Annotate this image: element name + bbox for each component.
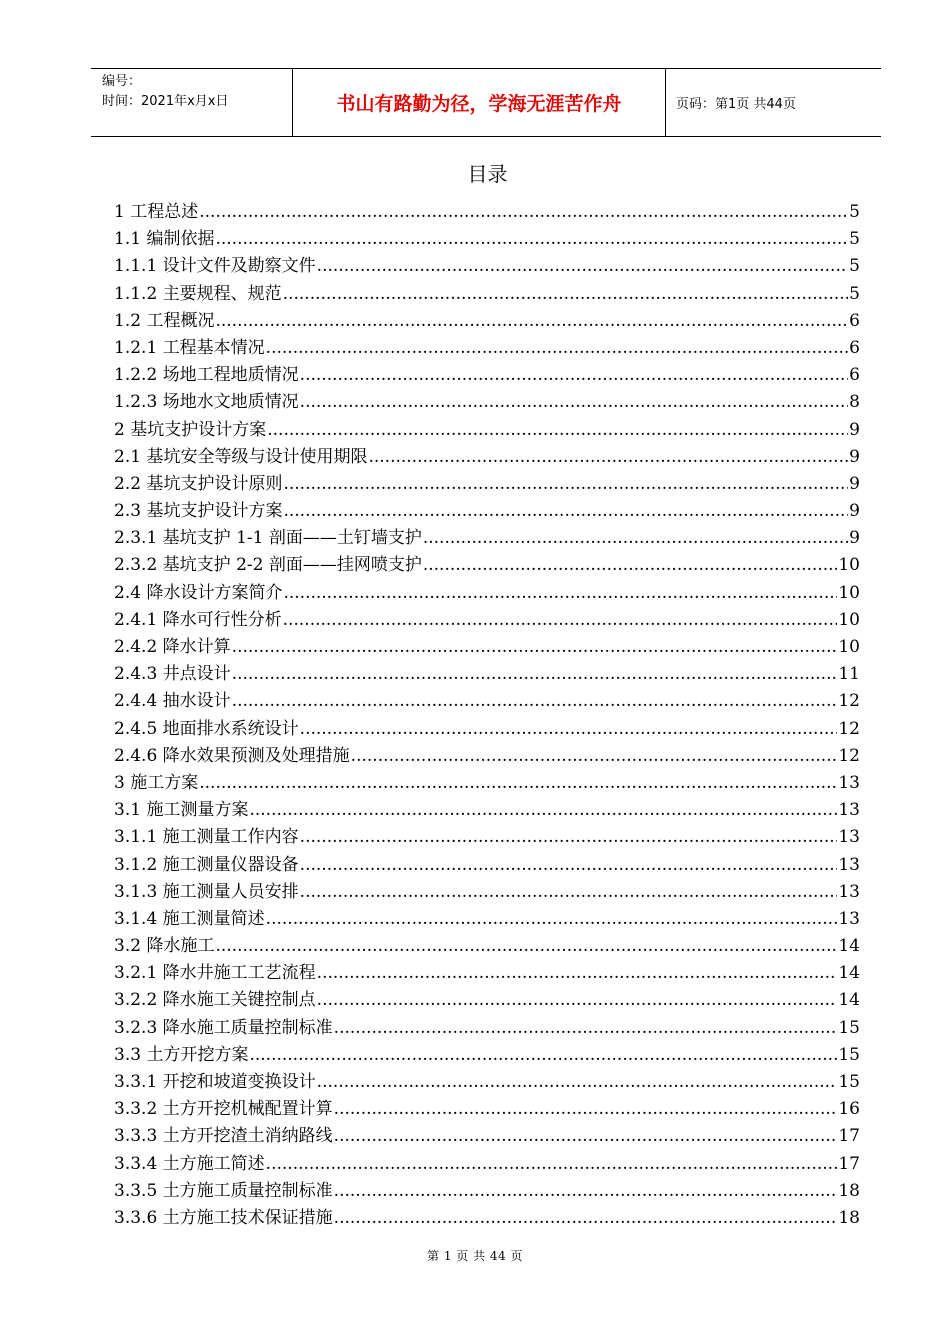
toc-entry-title: 3.3.6 土方施工技术保证措施 (114, 1207, 333, 1228)
toc-entry-title: 2.4.3 井点设计 (114, 664, 231, 685)
toc-entry-title: 3 施工方案 (114, 772, 199, 793)
toc-entry[interactable] (114, 1205, 860, 1232)
toc-entry-title: 1.2 工程概况 (114, 310, 215, 331)
toc-dot-leader (283, 471, 848, 498)
toc-entry-page: 10 (838, 609, 860, 630)
toc-entry-page: 10 (838, 582, 860, 603)
header-motto: 书山有路勤为径，学海无涯苦作舟 (293, 69, 666, 136)
toc-entry-page: 14 (838, 963, 860, 984)
toc-entry[interactable] (114, 634, 860, 661)
toc-entry[interactable] (114, 797, 860, 824)
toc-entry[interactable] (114, 879, 860, 906)
toc-dot-leader (232, 688, 838, 715)
toc-dot-leader (249, 1042, 837, 1069)
toc-dot-leader (300, 389, 849, 416)
toc-entry-title: 1.1.2 主要规程、规范 (114, 283, 282, 304)
toc-entry-title: 1 工程总述 (114, 202, 199, 222)
toc-dot-leader (368, 444, 848, 471)
toc-dot-leader (317, 253, 849, 280)
toc-entry-page: 9 (849, 473, 860, 494)
toc-entry-title: 2.4.2 降水计算 (114, 637, 231, 657)
toc-entry[interactable] (114, 417, 860, 444)
toc-entry-title: 1.2.2 场地工程地质情况 (114, 365, 299, 386)
toc-entry-title: 2.3 基坑支护设计方案 (114, 501, 283, 522)
toc-entry[interactable] (114, 1069, 860, 1096)
document-time-label: 时间：2021年x月x日 (102, 94, 229, 109)
toc-entry-page: 9 (849, 501, 860, 522)
toc-entry-page: 11 (838, 664, 860, 685)
toc-entry[interactable] (114, 525, 860, 552)
toc-entry-page: 9 (849, 528, 860, 549)
toc-dot-leader (334, 1123, 838, 1150)
toc-entry-title: 1.1.1 设计文件及勘察文件 (114, 256, 316, 277)
toc-dot-leader (423, 525, 848, 552)
toc-dot-leader (300, 852, 838, 879)
toc-entry-page: 13 (838, 800, 860, 821)
toc-entry-page: 12 (838, 745, 860, 766)
toc-entry-title: 3.1.2 施工测量仪器设备 (114, 854, 299, 875)
toc-dot-leader (215, 308, 848, 335)
toc-entry[interactable] (114, 362, 860, 389)
toc-entry-title: 3.2.3 降水施工质量控制标准 (114, 1017, 333, 1038)
toc-entry-title: 2.4.4 抽水设计 (114, 691, 231, 712)
toc-entry-title: 2 基坑支护设计方案 (114, 419, 267, 440)
toc-entry-title: 3.1.4 施工测量简述 (114, 908, 265, 929)
toc-entry[interactable] (114, 960, 860, 987)
toc-entry-page: 5 (849, 283, 860, 304)
header-page-label: 页码：第1页 共44页 (676, 97, 796, 112)
toc-entry-title: 3.3 土方开挖方案 (114, 1044, 249, 1065)
toc-entry-title: 2.3.1 基坑支护 1-1 剖面——土钉墙支护 (114, 528, 422, 549)
toc-entry-page: 9 (849, 446, 860, 467)
toc-dot-leader (215, 933, 837, 960)
toc-entry-page: 14 (838, 990, 860, 1011)
toc-entry-page: 6 (849, 310, 860, 331)
toc-entry[interactable] (114, 661, 860, 688)
toc-dot-leader (300, 362, 849, 389)
toc-entry[interactable] (114, 226, 860, 253)
toc-entry-page: 5 (849, 256, 860, 277)
page-footer: 第 1 页 共 44 页 (427, 1249, 523, 1263)
toc-dot-leader (300, 716, 838, 743)
toc-entry[interactable] (114, 1042, 860, 1069)
toc-dot-leader (199, 770, 837, 797)
toc-entry[interactable] (114, 1123, 860, 1150)
toc-entry-title: 2.3.2 基坑支护 2-2 剖面——挂网喷支护 (114, 555, 422, 576)
toc-entry-title: 1.2.1 工程基本情况 (114, 337, 265, 358)
toc-entry[interactable] (114, 852, 860, 879)
toc-entry-title: 3.3.3 土方开挖渣土消纳路线 (114, 1126, 333, 1147)
toc-entry-title: 1.2.3 场地水文地质情况 (114, 392, 299, 413)
toc-entry-page: 18 (838, 1180, 860, 1201)
toc-entry[interactable] (114, 688, 860, 715)
toc-entry-page: 16 (838, 1099, 860, 1120)
toc-dot-leader (317, 960, 838, 987)
toc-entry[interactable] (114, 1015, 860, 1042)
toc-entry-title: 3.2.2 降水施工关键控制点 (114, 990, 316, 1011)
toc-entry[interactable] (114, 987, 860, 1014)
toc-entry[interactable] (114, 716, 860, 743)
toc-dot-leader (351, 743, 838, 770)
toc-entry-page: 5 (849, 229, 860, 250)
toc-dot-leader (283, 607, 838, 634)
toc-dot-leader (215, 226, 848, 253)
toc-dot-leader (334, 1096, 838, 1123)
toc-entry[interactable] (114, 199, 860, 226)
toc-entry-title: 3.3.2 土方开挖机械配置计算 (114, 1099, 333, 1120)
toc-dot-leader (199, 199, 848, 226)
toc-entry[interactable] (114, 770, 860, 797)
toc-dot-leader (283, 498, 848, 525)
toc-entry[interactable] (114, 824, 860, 851)
document-number-label: 编号： (102, 74, 142, 89)
toc-title: 目录 (467, 162, 508, 186)
toc-dot-leader (249, 797, 837, 824)
toc-entry-page: 13 (838, 827, 860, 848)
toc-entry-page: 13 (838, 881, 860, 902)
toc-entry[interactable] (114, 389, 860, 416)
toc-entry-title: 2.4 降水设计方案简介 (114, 582, 283, 603)
toc-dot-leader (423, 552, 838, 579)
toc-entry-page: 10 (838, 637, 860, 657)
toc-dot-leader (300, 824, 838, 851)
toc-entry[interactable] (114, 308, 860, 335)
toc-entry-page: 5 (849, 202, 860, 222)
toc-entry-title: 3.1 施工测量方案 (114, 800, 249, 821)
toc-entry-title: 3.1.3 施工测量人员安排 (114, 881, 299, 902)
toc-dot-leader (317, 987, 838, 1014)
toc-dot-leader (300, 879, 838, 906)
toc-entry-title: 1.1 编制依据 (114, 229, 215, 250)
toc-entry[interactable] (114, 552, 860, 579)
toc-entry-page: 18 (838, 1207, 860, 1228)
toc-dot-leader (317, 1069, 838, 1096)
toc-entry-title: 2.2 基坑支护设计原则 (114, 473, 283, 494)
document-header (91, 68, 881, 137)
toc-entry-page: 8 (849, 392, 860, 413)
toc-entry-title: 3.3.1 开挖和坡道变换设计 (114, 1072, 316, 1092)
toc-entry-page: 15 (838, 1044, 860, 1065)
toc-entry[interactable] (114, 1096, 860, 1123)
toc-entry-page: 13 (838, 908, 860, 929)
toc-dot-leader (334, 1178, 838, 1205)
toc-entry-page: 6 (849, 337, 860, 358)
toc-entry-title: 3.2 降水施工 (114, 936, 215, 957)
toc-dot-leader (283, 580, 837, 607)
toc-entry[interactable] (114, 743, 860, 770)
toc-entry-page: 6 (849, 365, 860, 386)
toc-entry[interactable] (114, 444, 860, 471)
table-of-contents (114, 199, 860, 1232)
toc-entry[interactable] (114, 1151, 860, 1178)
toc-entry-page: 13 (838, 772, 860, 793)
toc-entry-page: 14 (838, 936, 860, 957)
toc-entry-page: 15 (838, 1072, 860, 1092)
toc-dot-leader (267, 417, 848, 444)
toc-entry[interactable] (114, 906, 860, 933)
toc-entry[interactable] (114, 335, 860, 362)
toc-entry[interactable] (114, 498, 860, 525)
toc-entry-page: 13 (838, 854, 860, 875)
toc-entry-page: 9 (849, 419, 860, 440)
toc-dot-leader (334, 1015, 838, 1042)
toc-dot-leader (232, 634, 838, 661)
toc-entry-page: 15 (838, 1017, 860, 1038)
toc-entry[interactable] (114, 580, 860, 607)
toc-entry[interactable] (114, 933, 860, 960)
toc-entry[interactable] (114, 1178, 860, 1205)
toc-entry[interactable] (114, 253, 860, 280)
toc-entry-title: 2.1 基坑安全等级与设计使用期限 (114, 446, 368, 467)
toc-dot-leader (334, 1205, 838, 1232)
toc-dot-leader (283, 281, 849, 308)
toc-entry-page: 17 (838, 1126, 860, 1147)
toc-dot-leader (232, 661, 838, 688)
toc-dot-leader (266, 335, 849, 362)
toc-dot-leader (266, 1151, 838, 1178)
toc-entry-page: 12 (838, 718, 860, 739)
toc-entry-page: 17 (838, 1153, 860, 1174)
toc-entry-title: 2.4.1 降水可行性分析 (114, 609, 282, 630)
toc-entry[interactable] (114, 471, 860, 498)
header-meta-cell (91, 69, 293, 136)
toc-entry-page: 10 (838, 555, 860, 576)
toc-entry-title: 3.3.4 土方施工简述 (114, 1153, 265, 1174)
toc-entry-page: 12 (838, 691, 860, 712)
toc-dot-leader (266, 906, 838, 933)
toc-entry-title: 3.1.1 施工测量工作内容 (114, 827, 299, 848)
toc-entry[interactable] (114, 607, 860, 634)
toc-entry-title: 3.3.5 土方施工质量控制标准 (114, 1180, 333, 1201)
toc-entry-title: 2.4.5 地面排水系统设计 (114, 718, 299, 739)
toc-entry[interactable] (114, 281, 860, 308)
toc-entry-title: 3.2.1 降水井施工工艺流程 (114, 963, 316, 984)
toc-entry-title: 2.4.6 降水效果预测及处理措施 (114, 745, 350, 766)
